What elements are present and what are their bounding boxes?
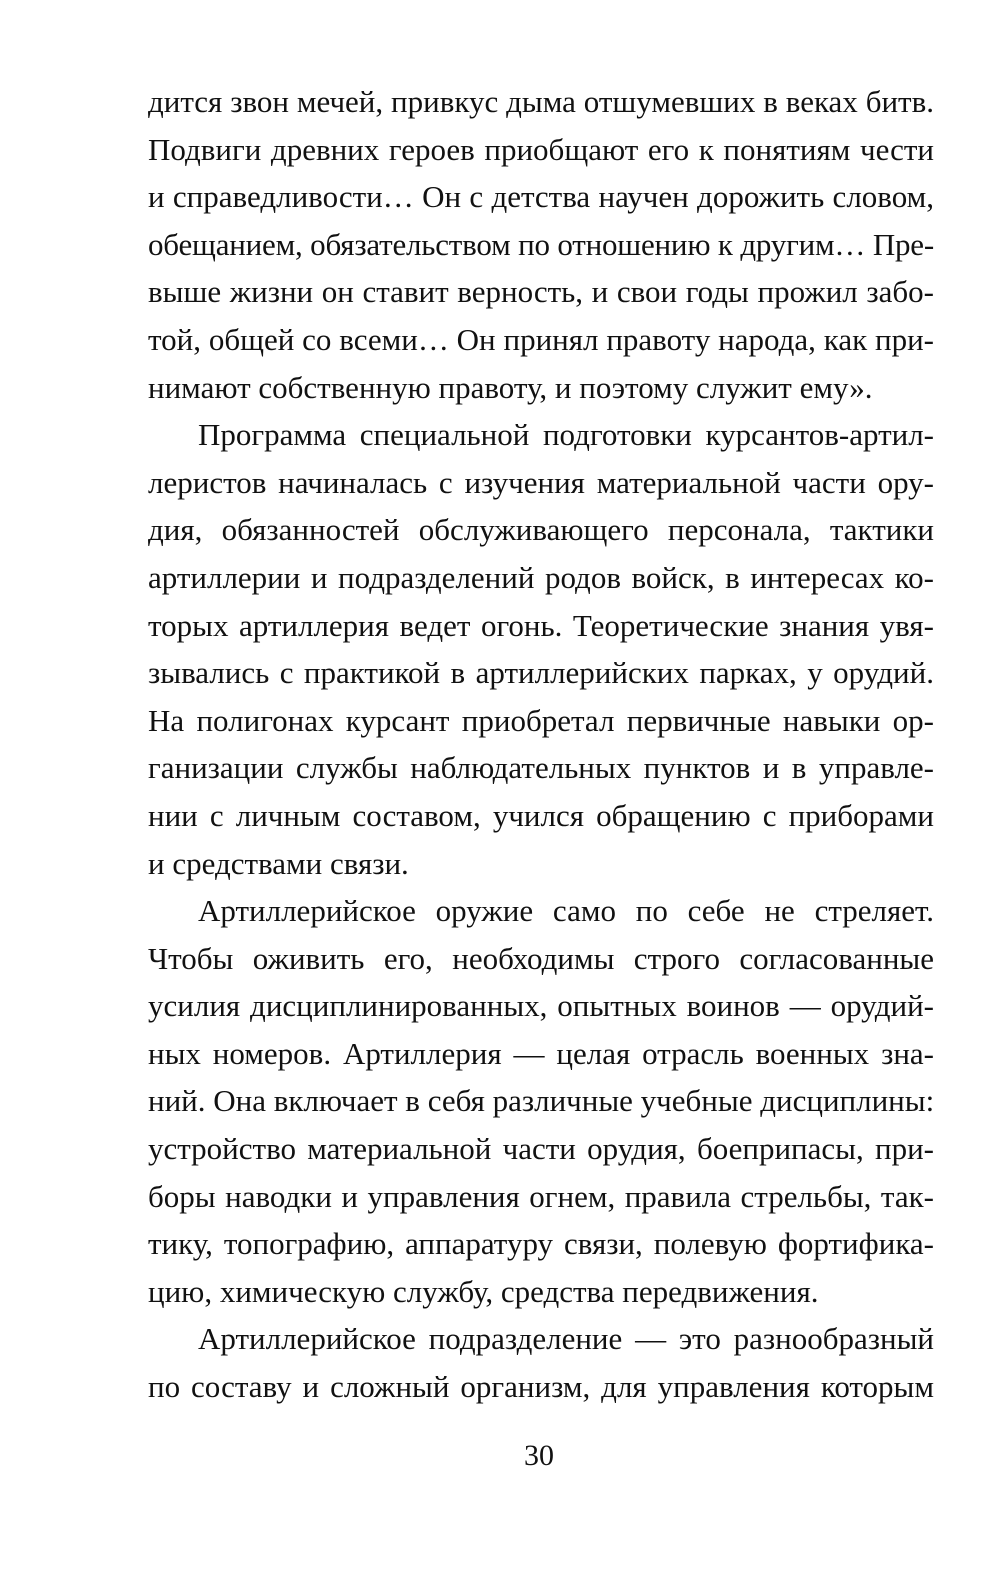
text-line: цию, химическую службу, средства передвижения. — [148, 1273, 819, 1309]
text-line: Артиллерийское подразделение — это разнообразный — [198, 1321, 934, 1357]
text-line: выше жизни он ставит верность, и свои годы прожил забо- — [148, 274, 934, 310]
text-line: ных номеров. Артиллерия — целая отрасль военных зна- — [148, 1035, 934, 1071]
text-line: ний. Она включает в себя различные учебные дисциплины: — [148, 1083, 935, 1119]
text-line: На полигонах курсант приобретал первичные навыки ор- — [148, 702, 934, 738]
text-line: торых артиллерия ведет огонь. Теоретические знания увя- — [148, 607, 934, 643]
text-line: Чтобы оживить его, необходимы строго согласованные — [148, 940, 934, 976]
text-line: Подвиги древних героев приобщают его к понятиям чести — [148, 131, 934, 167]
text-line: нии с личным составом, учился обращению с приборами — [148, 797, 934, 833]
paragraph-2 — [148, 411, 934, 887]
text-line: боры наводки и управления огнем, правила стрельбы, так- — [148, 1178, 934, 1214]
text-line: той, общей со всеми… Он принял правоту народа, как при- — [148, 321, 934, 357]
text-line: леристов начиналась с изучения материальной части ору- — [148, 464, 934, 500]
text-line: по составу и сложный организм, для управления которым — [148, 1369, 934, 1405]
text-line: артиллерии и подразделений родов войск, в интересах ко- — [148, 559, 934, 595]
text-line: усилия дисциплинированных, опытных воинов — орудий- — [148, 988, 934, 1024]
page-number: 30 — [524, 1439, 554, 1472]
text-line: зывались с практикой в артиллерийских парках, у орудий. — [148, 655, 934, 691]
paragraph-4 — [148, 1315, 934, 1410]
text-line: тику, топографию, аппаратуру связи, полевую фортифика- — [148, 1226, 934, 1262]
text-line: Артиллерийское оружие само по себе не стреляет. — [198, 893, 934, 929]
text-line: ганизации службы наблюдательных пунктов и в управле- — [148, 750, 934, 786]
text-line: и средствами связи. — [148, 845, 409, 881]
text-line: дия, обязанностей обслуживающего персонала, тактики — [148, 512, 934, 548]
page-body — [148, 78, 934, 1411]
text-line: и справедливости… Он с детства научен дорожить словом, — [148, 179, 934, 215]
text-line: Программа специальной подготовки курсантов-артил- — [198, 417, 934, 453]
text-line: дится звон мечей, привкус дыма отшумевших в веках битв. — [148, 84, 934, 119]
text-line: устройство материальной части орудия, боеприпасы, при- — [148, 1131, 934, 1167]
paragraph-1 — [148, 78, 934, 411]
text-line: нимают собственную правоту, и поэтому служит ему». — [148, 369, 873, 405]
text-line: обещанием, обязательством по отношению к другим… Пре- — [148, 226, 934, 262]
paragraph-3 — [148, 887, 934, 1315]
